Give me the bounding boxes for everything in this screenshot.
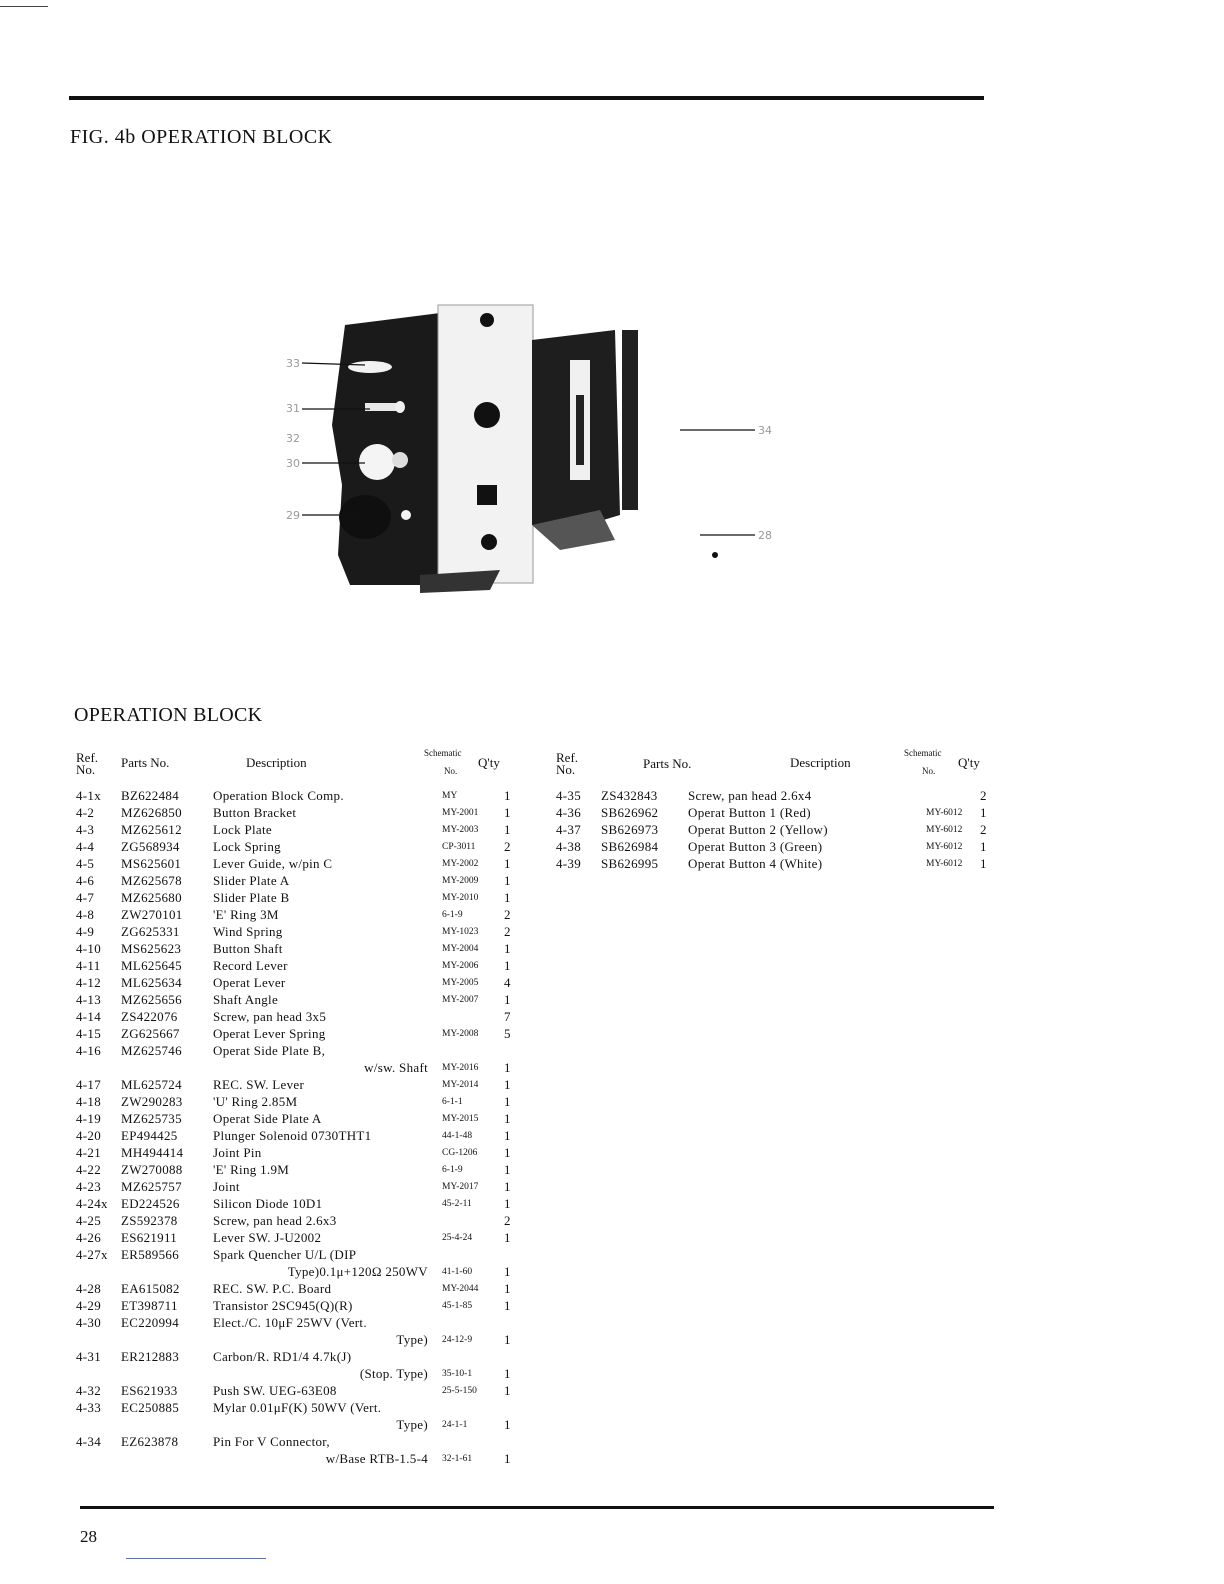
description-cell: Push SW. UEG-63E08 bbox=[213, 1383, 337, 1398]
quantity-cell: 1 bbox=[980, 856, 987, 871]
parts-no-cell: EZ623878 bbox=[121, 1434, 179, 1449]
parts-no-cell: ER212883 bbox=[121, 1349, 180, 1364]
ref-no-cell: 4-22 bbox=[76, 1162, 102, 1177]
parts-no-cell: BZ622484 bbox=[121, 788, 180, 803]
table-row bbox=[76, 1433, 516, 1450]
description-cell: Record Lever bbox=[213, 958, 288, 973]
ref-no-cell: 4-3 bbox=[76, 822, 95, 837]
quantity-cell: 1 bbox=[504, 1179, 511, 1194]
ref-no-cell: 4-6 bbox=[76, 873, 95, 888]
parts-no-cell: MZ625678 bbox=[121, 873, 182, 888]
table-row bbox=[76, 821, 516, 838]
table-row bbox=[76, 1144, 516, 1161]
qty-header-right: Q'ty bbox=[958, 755, 980, 770]
schematic-no-cell: MY-2017 bbox=[442, 1182, 479, 1192]
parts-no-cell: MZ625680 bbox=[121, 890, 182, 905]
quantity-cell: 1 bbox=[980, 839, 987, 854]
table-row bbox=[76, 940, 516, 957]
description-cell: Slider Plate B bbox=[213, 890, 290, 905]
description-cell: Type)0.1μ+120Ω 250WV bbox=[287, 1264, 428, 1279]
ref-no-cell: 4-14 bbox=[76, 1009, 102, 1024]
photo-image bbox=[332, 305, 718, 593]
table-row bbox=[76, 1161, 516, 1178]
parts-no-cell: ED224526 bbox=[121, 1196, 180, 1211]
description-cell: 'E' Ring 1.9M bbox=[213, 1162, 290, 1177]
description-cell: Lever SW. J-U2002 bbox=[213, 1230, 322, 1245]
quantity-cell: 2 bbox=[980, 822, 987, 837]
callout-29: 29 bbox=[286, 509, 300, 522]
schematic-no-cell: CP-3011 bbox=[442, 842, 476, 852]
parts-no-header-right: Parts No. bbox=[643, 756, 692, 771]
quantity-cell: 1 bbox=[504, 805, 511, 820]
description-header-right: Description bbox=[790, 755, 851, 770]
schematic-no-cell: MY-2003 bbox=[442, 825, 479, 835]
ref-no-cell: 4-27x bbox=[76, 1247, 108, 1262]
parts-no-cell: EC250885 bbox=[121, 1400, 180, 1415]
description-cell: REC. SW. Lever bbox=[213, 1077, 305, 1092]
ref-no-cell: 4-36 bbox=[556, 805, 582, 820]
table-row bbox=[76, 1382, 516, 1399]
quantity-cell: 2 bbox=[980, 788, 987, 803]
quantity-cell: 1 bbox=[504, 1417, 511, 1432]
schematic-header: Schematic bbox=[424, 748, 462, 758]
ref-no-cell: 4-5 bbox=[76, 856, 95, 871]
schematic-no-cell: MY-2016 bbox=[442, 1063, 479, 1073]
table-row bbox=[76, 1450, 516, 1467]
ref-no-cell: 4-11 bbox=[76, 958, 101, 973]
description-cell: Operat Button 1 (Red) bbox=[688, 805, 811, 820]
ref-no-cell: 4-35 bbox=[556, 788, 582, 803]
schematic-no-cell: 35-10-1 bbox=[442, 1369, 473, 1379]
parts-no-cell: EP494425 bbox=[121, 1128, 178, 1143]
right-parts-list bbox=[556, 787, 996, 872]
schematic-no-cell: 41-1-60 bbox=[442, 1267, 473, 1277]
callout-33: 33 bbox=[286, 357, 300, 370]
footer-link-underline bbox=[126, 1558, 266, 1559]
parts-no-cell: EC220994 bbox=[121, 1315, 180, 1330]
description-cell: Transistor 2SC945(Q)(R) bbox=[213, 1298, 353, 1313]
table-row bbox=[76, 1399, 516, 1416]
qty-header: Q'ty bbox=[478, 755, 500, 770]
schematic-no-cell: 25-4-24 bbox=[442, 1233, 473, 1243]
table-row bbox=[76, 1348, 516, 1365]
ref-no-cell: 4-18 bbox=[76, 1094, 102, 1109]
schematic-no-cell: MY-2009 bbox=[442, 876, 479, 886]
ref-header-right: Ref. bbox=[556, 750, 579, 765]
quantity-cell: 1 bbox=[504, 1060, 511, 1075]
description-cell: (Stop. Type) bbox=[359, 1366, 428, 1381]
parts-no-cell: MZ625757 bbox=[121, 1179, 182, 1194]
table-row bbox=[76, 991, 516, 1008]
schematic-no-cell: MY-2044 bbox=[442, 1284, 479, 1294]
parts-no-cell: ML625634 bbox=[121, 975, 182, 990]
table-row bbox=[76, 1212, 516, 1229]
parts-no-cell: SB626984 bbox=[601, 839, 659, 854]
table-row bbox=[76, 1297, 516, 1314]
ref-no-cell: 4-29 bbox=[76, 1298, 102, 1313]
parts-no-cell: ZS422076 bbox=[121, 1009, 178, 1024]
description-cell: Mylar 0.01μF(K) 50WV (Vert. bbox=[213, 1400, 382, 1415]
quantity-cell: 1 bbox=[504, 873, 511, 888]
parts-no-header: Parts No. bbox=[121, 755, 170, 770]
ref-no-cell: 4-16 bbox=[76, 1043, 102, 1058]
schematic-no-cell: 24-1-1 bbox=[442, 1420, 468, 1430]
table-row bbox=[76, 1093, 516, 1110]
ref-no-cell: 4-24x bbox=[76, 1196, 108, 1211]
table-row bbox=[76, 1008, 516, 1025]
parts-no-cell: MS625601 bbox=[121, 856, 182, 871]
description-cell: Plunger Solenoid 0730THT1 bbox=[213, 1128, 372, 1143]
parts-no-cell: ZG568934 bbox=[121, 839, 180, 854]
description-cell: Operat Lever Spring bbox=[213, 1026, 326, 1041]
description-cell: Operat Button 4 (White) bbox=[688, 856, 823, 871]
schematic-no-cell: MY-2006 bbox=[442, 961, 479, 971]
description-cell: Lock Spring bbox=[213, 839, 281, 854]
left-parts-list bbox=[76, 787, 516, 1467]
table-row bbox=[76, 804, 516, 821]
quantity-cell: 1 bbox=[504, 1162, 511, 1177]
ref-no-cell: 4-12 bbox=[76, 975, 102, 990]
ref-no-cell: 4-15 bbox=[76, 1026, 102, 1041]
ref-no-cell: 4-9 bbox=[76, 924, 95, 939]
description-cell: Elect./C. 10μF 25WV (Vert. bbox=[213, 1315, 367, 1330]
description-cell: w/sw. Shaft bbox=[364, 1060, 428, 1075]
table-row bbox=[76, 1178, 516, 1195]
quantity-cell: 2 bbox=[504, 839, 511, 854]
description-cell: Lever Guide, w/pin C bbox=[213, 856, 333, 871]
quantity-cell: 1 bbox=[504, 1230, 511, 1245]
schematic-no-cell: MY-2010 bbox=[442, 893, 479, 903]
quantity-cell: 1 bbox=[504, 941, 511, 956]
ref-no-cell: 4-21 bbox=[76, 1145, 102, 1160]
table-row bbox=[76, 1025, 516, 1042]
table-row bbox=[76, 1229, 516, 1246]
parts-no-cell: MZ626850 bbox=[121, 805, 182, 820]
ref-no-cell: 4-38 bbox=[556, 839, 582, 854]
description-cell: Type) bbox=[396, 1332, 428, 1347]
schematic-no-cell: MY bbox=[442, 791, 458, 801]
quantity-cell: 1 bbox=[504, 1451, 511, 1466]
quantity-cell: 1 bbox=[504, 890, 511, 905]
description-header: Description bbox=[246, 755, 307, 770]
corner-mark bbox=[0, 6, 48, 7]
description-cell: Type) bbox=[396, 1417, 428, 1432]
schematic-no-cell: 44-1-48 bbox=[442, 1131, 473, 1141]
table-row bbox=[556, 787, 996, 804]
parts-no-cell: ZG625667 bbox=[121, 1026, 180, 1041]
ref-no-cell: 4-1x bbox=[76, 788, 102, 803]
parts-no-cell: ES621911 bbox=[121, 1230, 178, 1245]
table-row bbox=[76, 872, 516, 889]
description-cell: Screw, pan head 2.6x3 bbox=[213, 1213, 337, 1228]
table-row bbox=[76, 1331, 516, 1348]
parts-no-cell: MH494414 bbox=[121, 1145, 184, 1160]
parts-no-cell: ZW290283 bbox=[121, 1094, 183, 1109]
description-cell: Operat Button 2 (Yellow) bbox=[688, 822, 828, 837]
schematic-no-cell: MY-6012 bbox=[926, 825, 963, 835]
parts-no-cell: SB626973 bbox=[601, 822, 659, 837]
callout-32: 32 bbox=[286, 432, 300, 445]
schematic-no-cell: MY-6012 bbox=[926, 842, 963, 852]
schematic-no-cell: MY-2004 bbox=[442, 944, 479, 954]
table-row bbox=[76, 838, 516, 855]
figure-title: FIG. 4b OPERATION BLOCK bbox=[70, 126, 333, 148]
quantity-cell: 2 bbox=[504, 907, 511, 922]
table-row bbox=[76, 974, 516, 991]
parts-no-cell: ML625645 bbox=[121, 958, 182, 973]
table-row bbox=[76, 923, 516, 940]
parts-no-cell: MZ625735 bbox=[121, 1111, 182, 1126]
description-cell: 'U' Ring 2.85M bbox=[213, 1094, 298, 1109]
description-cell: REC. SW. P.C. Board bbox=[213, 1281, 332, 1296]
quantity-cell: 1 bbox=[504, 856, 511, 871]
table-row bbox=[76, 1076, 516, 1093]
ref-no-cell: 4-39 bbox=[556, 856, 582, 871]
schematic-no-cell: 6-1-9 bbox=[442, 1165, 463, 1175]
parts-no-cell: ZW270088 bbox=[121, 1162, 183, 1177]
ref-no-cell: 4-34 bbox=[76, 1434, 102, 1449]
quantity-cell: 1 bbox=[504, 1145, 511, 1160]
schematic-no-cell: MY-2015 bbox=[442, 1114, 479, 1124]
schematic-no-cell: 32-1-61 bbox=[442, 1454, 473, 1464]
description-cell: Joint Pin bbox=[213, 1145, 262, 1160]
parts-no-cell: ER589566 bbox=[121, 1247, 180, 1262]
description-cell: Carbon/R. RD1/4 4.7k(J) bbox=[213, 1349, 352, 1364]
ref-no-cell: 4-28 bbox=[76, 1281, 102, 1296]
table-row bbox=[76, 1110, 516, 1127]
description-cell: Screw, pan head 2.6x4 bbox=[688, 788, 812, 803]
quantity-cell: 2 bbox=[504, 924, 511, 939]
table-row bbox=[76, 906, 516, 923]
description-cell: Slider Plate A bbox=[213, 873, 290, 888]
bottom-rule bbox=[80, 1506, 994, 1509]
quantity-cell: 2 bbox=[504, 1213, 511, 1228]
quantity-cell: 1 bbox=[504, 1298, 511, 1313]
description-cell: Operat Lever bbox=[213, 975, 286, 990]
schematic-no-cell: 6-1-1 bbox=[442, 1097, 463, 1107]
parts-no-cell: SB626995 bbox=[601, 856, 659, 871]
quantity-cell: 1 bbox=[504, 1111, 511, 1126]
parts-no-cell: MS625623 bbox=[121, 941, 182, 956]
ref-no-cell: 4-8 bbox=[76, 907, 95, 922]
schematic-no-cell: MY-6012 bbox=[926, 808, 963, 818]
schematic-no-cell: MY-2007 bbox=[442, 995, 479, 1005]
quantity-cell: 5 bbox=[504, 1026, 511, 1041]
parts-no-cell: ZS432843 bbox=[601, 788, 658, 803]
schematic-no-cell: MY-2001 bbox=[442, 808, 479, 818]
table-row bbox=[556, 804, 996, 821]
table-row bbox=[556, 855, 996, 872]
parts-no-cell: ZG625331 bbox=[121, 924, 180, 939]
parts-no-cell: MZ625746 bbox=[121, 1043, 182, 1058]
parts-no-cell: MZ625656 bbox=[121, 992, 182, 1007]
description-cell: w/Base RTB-1.5-4 bbox=[325, 1451, 428, 1466]
schematic-no-cell: 24-12-9 bbox=[442, 1335, 473, 1345]
schematic-no-cell: MY-6012 bbox=[926, 859, 963, 869]
ref-header: Ref. bbox=[76, 750, 99, 765]
schematic-no-cell: MY-2008 bbox=[442, 1029, 479, 1039]
schematic-no-cell: MY-2005 bbox=[442, 978, 479, 988]
description-cell: 'E' Ring 3M bbox=[213, 907, 279, 922]
description-cell: Operat Side Plate B, bbox=[213, 1043, 326, 1058]
ref-no-cell: 4-19 bbox=[76, 1111, 102, 1126]
quantity-cell: 1 bbox=[504, 1281, 511, 1296]
description-cell: Wind Spring bbox=[213, 924, 283, 939]
quantity-cell: 1 bbox=[504, 788, 511, 803]
ref-no-cell: 4-31 bbox=[76, 1349, 102, 1364]
ref-no-cell: 4-30 bbox=[76, 1315, 102, 1330]
quantity-cell: 1 bbox=[980, 805, 987, 820]
quantity-cell: 1 bbox=[504, 822, 511, 837]
ref-no-cell: 4-7 bbox=[76, 890, 95, 905]
quantity-cell: 1 bbox=[504, 1094, 511, 1109]
quantity-cell: 7 bbox=[504, 1009, 511, 1024]
description-cell: Operation Block Comp. bbox=[213, 788, 344, 803]
callout-31: 31 bbox=[286, 402, 300, 415]
parts-no-cell: ES621933 bbox=[121, 1383, 178, 1398]
ref-no-cell: 4-25 bbox=[76, 1213, 102, 1228]
description-cell: Screw, pan head 3x5 bbox=[213, 1009, 327, 1024]
table-row bbox=[556, 838, 996, 855]
quantity-cell: 1 bbox=[504, 1196, 511, 1211]
table-row bbox=[76, 957, 516, 974]
table-row bbox=[76, 1246, 516, 1263]
table-row bbox=[556, 821, 996, 838]
parts-no-cell: MZ625612 bbox=[121, 822, 182, 837]
description-cell: Operat Side Plate A bbox=[213, 1111, 322, 1126]
table-row bbox=[76, 1314, 516, 1331]
ref-no-header: No. bbox=[76, 762, 96, 777]
description-cell: Shaft Angle bbox=[213, 992, 279, 1007]
quantity-cell: 1 bbox=[504, 1383, 511, 1398]
schematic-no-cell: MY-2002 bbox=[442, 859, 479, 869]
ref-no-cell: 4-2 bbox=[76, 805, 95, 820]
description-cell: Silicon Diode 10D1 bbox=[213, 1196, 323, 1211]
quantity-cell: 1 bbox=[504, 1077, 511, 1092]
description-cell: Button Shaft bbox=[213, 941, 283, 956]
schematic-no-cell: MY-2014 bbox=[442, 1080, 479, 1090]
description-cell: Operat Button 3 (Green) bbox=[688, 839, 823, 854]
schematic-no-header-right: No. bbox=[922, 766, 936, 776]
schematic-no-cell: CG-1206 bbox=[442, 1148, 478, 1158]
callout-28: 28 bbox=[758, 529, 772, 542]
ref-no-cell: 4-32 bbox=[76, 1383, 102, 1398]
table-row bbox=[76, 1280, 516, 1297]
quantity-cell: 1 bbox=[504, 1366, 511, 1381]
description-cell: Lock Plate bbox=[213, 822, 272, 837]
callout-30: 30 bbox=[286, 457, 300, 470]
description-cell: Spark Quencher U/L (DIP bbox=[213, 1247, 357, 1262]
description-cell: Pin For V Connector, bbox=[213, 1434, 330, 1449]
ref-no-cell: 4-13 bbox=[76, 992, 102, 1007]
table-row bbox=[76, 1195, 516, 1212]
ref-no-header-right: No. bbox=[556, 762, 576, 777]
table-row bbox=[76, 1042, 516, 1059]
table-row bbox=[76, 1127, 516, 1144]
schematic-no-header: No. bbox=[444, 766, 458, 776]
table-row bbox=[76, 1416, 516, 1433]
quantity-cell: 1 bbox=[504, 1128, 511, 1143]
schematic-no-cell: 45-1-85 bbox=[442, 1301, 473, 1311]
schematic-header-right: Schematic bbox=[904, 748, 942, 758]
parts-no-cell: SB626962 bbox=[601, 805, 659, 820]
table-row bbox=[76, 889, 516, 906]
callout-34: 34 bbox=[758, 424, 772, 437]
description-cell: Button Bracket bbox=[213, 805, 297, 820]
section-title: OPERATION BLOCK bbox=[74, 704, 263, 726]
schematic-no-cell: 45-2-11 bbox=[442, 1199, 472, 1209]
ref-no-cell: 4-33 bbox=[76, 1400, 102, 1415]
ref-no-cell: 4-37 bbox=[556, 822, 582, 837]
parts-no-cell: ET398711 bbox=[121, 1298, 178, 1313]
page-number: 28 bbox=[80, 1527, 97, 1546]
ref-no-cell: 4-20 bbox=[76, 1128, 102, 1143]
parts-no-cell: EA615082 bbox=[121, 1281, 180, 1296]
schematic-no-cell: 25-5-150 bbox=[442, 1386, 477, 1396]
table-row bbox=[76, 1263, 516, 1280]
parts-no-cell: ZW270101 bbox=[121, 907, 183, 922]
schematic-no-cell: MY-1023 bbox=[442, 927, 479, 937]
quantity-cell: 1 bbox=[504, 1264, 511, 1279]
table-row bbox=[76, 1059, 516, 1076]
quantity-cell: 1 bbox=[504, 1332, 511, 1347]
ref-no-cell: 4-10 bbox=[76, 941, 102, 956]
quantity-cell: 1 bbox=[504, 958, 511, 973]
ref-no-cell: 4-17 bbox=[76, 1077, 102, 1092]
quantity-cell: 4 bbox=[504, 975, 511, 990]
schematic-no-cell: 6-1-9 bbox=[442, 910, 463, 920]
parts-no-cell: ZS592378 bbox=[121, 1213, 178, 1228]
ref-no-cell: 4-23 bbox=[76, 1179, 102, 1194]
table-row bbox=[76, 1365, 516, 1382]
quantity-cell: 1 bbox=[504, 992, 511, 1007]
table-row bbox=[76, 787, 516, 804]
operation-block-photo bbox=[270, 285, 790, 605]
ref-no-cell: 4-4 bbox=[76, 839, 95, 854]
table-row bbox=[76, 855, 516, 872]
top-rule bbox=[69, 96, 984, 100]
description-cell: Joint bbox=[213, 1179, 240, 1194]
ref-no-cell: 4-26 bbox=[76, 1230, 102, 1245]
parts-no-cell: ML625724 bbox=[121, 1077, 182, 1092]
